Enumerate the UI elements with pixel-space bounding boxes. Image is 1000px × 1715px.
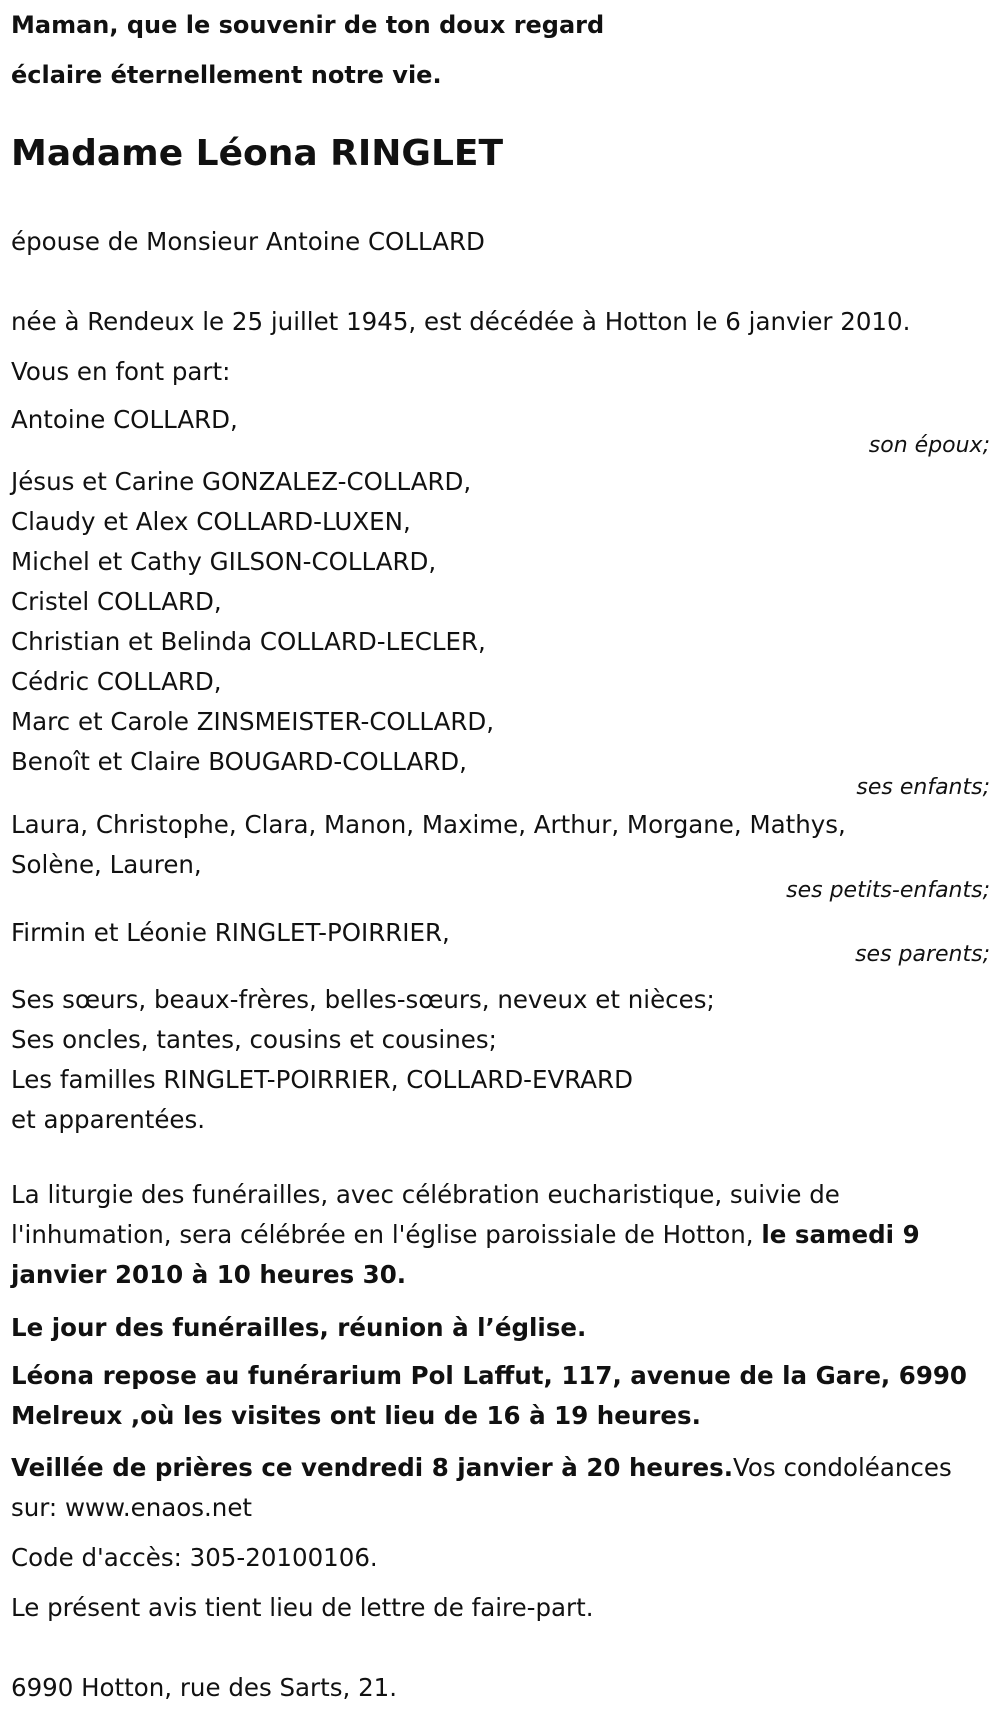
notice-line: Le présent avis tient lieu de lettre de faire-part. (11, 1593, 594, 1622)
role-grandchildren: ses petits-enfants; (786, 878, 990, 903)
list-item: Laura, Christophe, Clara, Manon, Maxime, Arthur, Morgane, Mathys, (11, 810, 846, 839)
list-item: Cédric COLLARD, (11, 667, 222, 696)
deceased-name: Madame Léona RINGLET (11, 133, 504, 174)
epigraph-line: éclaire éternellement notre vie. (11, 61, 442, 89)
liturgy-date: le samedi 9 janvier 2010 à 10 heures 30. (11, 1220, 920, 1289)
epigraph (11, 0, 1000, 100)
list-item: Cristel COLLARD, (11, 587, 222, 616)
vigil-paragraph (11, 1448, 986, 1528)
role-children: ses enfants; (856, 775, 990, 800)
vigil-text: Veillée de prières ce vendredi 8 janvier à 20 heures. (11, 1453, 734, 1482)
announce-line: Vous en font part: (11, 357, 231, 386)
spouse-line: épouse de Monsieur Antoine COLLARD (11, 227, 485, 256)
role-parents: ses parents; (855, 942, 990, 967)
list-item: et apparentées. (11, 1105, 206, 1134)
list-item: Marc et Carole ZINSMEISTER-COLLARD, (11, 707, 495, 736)
list-item: Solène, Lauren, (11, 850, 202, 879)
birth-death-line: née à Rendeux le 25 juillet 1945, est décédée à Hotton le 6 janvier 2010. (11, 307, 911, 336)
list-item: Claudy et Alex COLLARD-LUXEN, (11, 507, 411, 536)
list-item: Christian et Belinda COLLARD-LECLER, (11, 627, 486, 656)
access-code: Code d'accès: 305-20100106. (11, 1543, 378, 1572)
liturgy-paragraph (11, 1175, 986, 1295)
list-item: Ses oncles, tantes, cousins et cousines; (11, 1025, 497, 1054)
rest-paragraph: Léona repose au funérarium Pol Laffut, 117, avenue de la Gare, 6990 Melreux ,où les visites ont lieu de 16 à 19 heures. (11, 1361, 967, 1430)
condolences-text: Vos condoléances sur: www.enaos.net (11, 1453, 952, 1522)
grandchildren-list (11, 805, 1000, 885)
spouse-name: Antoine COLLARD, (11, 405, 238, 434)
epigraph-line: Maman, que le souvenir de ton doux regard (11, 11, 605, 39)
list-item: Benoît et Claire BOUGARD-COLLARD, (11, 747, 467, 776)
address-line: 6990 Hotton, rue des Sarts, 21. (11, 1673, 398, 1702)
parents-name: Firmin et Léonie RINGLET-POIRRIER, (11, 918, 450, 947)
list-item: Les familles RINGLET-POIRRIER, COLLARD-EVRARD (11, 1065, 633, 1094)
list-item: Jésus et Carine GONZALEZ-COLLARD, (11, 467, 472, 496)
children-list (11, 462, 1000, 782)
liturgy-text: La liturgie des funérailles, avec célébration eucharistique, suivie de l'inhumation, sera célébrée en l'église paroissiale de Hotton, (11, 1180, 840, 1249)
role-spouse: son époux; (868, 433, 990, 458)
list-item: Ses sœurs, beaux-frères, belles-sœurs, neveux et nièces; (11, 985, 715, 1014)
meeting-line: Le jour des funérailles, réunion à l’église. (11, 1313, 587, 1342)
other-relatives (11, 980, 1000, 1140)
list-item: Michel et Cathy GILSON-COLLARD, (11, 547, 437, 576)
